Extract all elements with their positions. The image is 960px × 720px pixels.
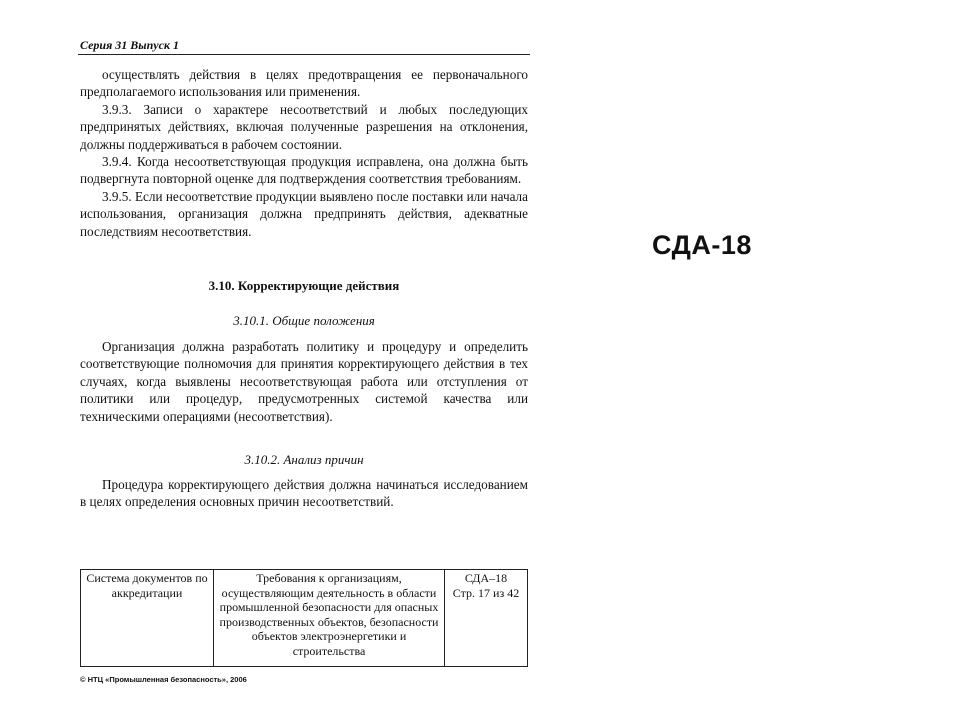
series-header: Серия 31 Выпуск 1: [80, 38, 180, 52]
paragraph-3-9-5: 3.9.5. Если несоответствие продукции выявлено после поставки или начала использования, организация должна предпринять действия, адекватные последствиям несоответствия.: [80, 188, 528, 239]
section-heading-3-10: 3.10. Корректирующие действия: [208, 278, 400, 293]
section-3-9-text: [80, 66, 528, 240]
section-3-10-2-text: [80, 476, 528, 511]
copyright-footer: © НТЦ «Промышленная безопасность», 2006: [80, 675, 247, 684]
paragraph-3-10-1: Организация должна разработать политику и процедуру и определить соответствующие полномочия для принятия корректирующего действия в тех случаях, когда выявлены несоответствующая работа или отступления от политики или процедур, предусмотренных системой качества или техническими операциями (несоответствия).: [80, 339, 528, 424]
paragraph-3-9-4: 3.9.4. Когда несоответствующая продукция исправлена, она должна быть подвергнута повторной оценке для подтверждения соответствия требованиям.: [80, 154, 528, 187]
document-code-label: СДА-18: [652, 230, 752, 260]
stamp-code: СДА–18: [464, 571, 508, 585]
header-rule: [78, 54, 530, 55]
paragraph-3-9-3: 3.9.3. Записи о характере несоответствий и любых последующих предпринятых действиях, включая полученные разрешения на отклонения, должны поддерживаться в рабочем состоянии.: [80, 101, 528, 152]
stamp-page-number: Стр. 17 из 42: [452, 585, 520, 600]
document-stamp-table: [80, 569, 528, 667]
section-3-10-1-text: [80, 338, 528, 425]
paragraph-continuation: осуществлять действия в целях предотвращения ее первоначального предполагаемого использования или применения.: [80, 67, 528, 100]
stamp-system-cell: Система документов по аккредитации: [81, 570, 214, 667]
paragraph-3-10-2: Процедура корректирующего действия должна начинаться исследованием в целях определения основных причин несоответствий.: [80, 477, 528, 510]
stamp-code-cell: [445, 570, 528, 667]
subheading-3-10-2: 3.10.2. Анализ причин: [244, 452, 364, 467]
subheading-3-10-1: 3.10.1. Общие положения: [233, 313, 375, 328]
stamp-requirements-cell: Требования к организациям, осуществляющим деятельность в области промышленной безопасности для опасных производственных объектов, безопасности объектов электроэнергетики и строительства: [214, 570, 445, 667]
